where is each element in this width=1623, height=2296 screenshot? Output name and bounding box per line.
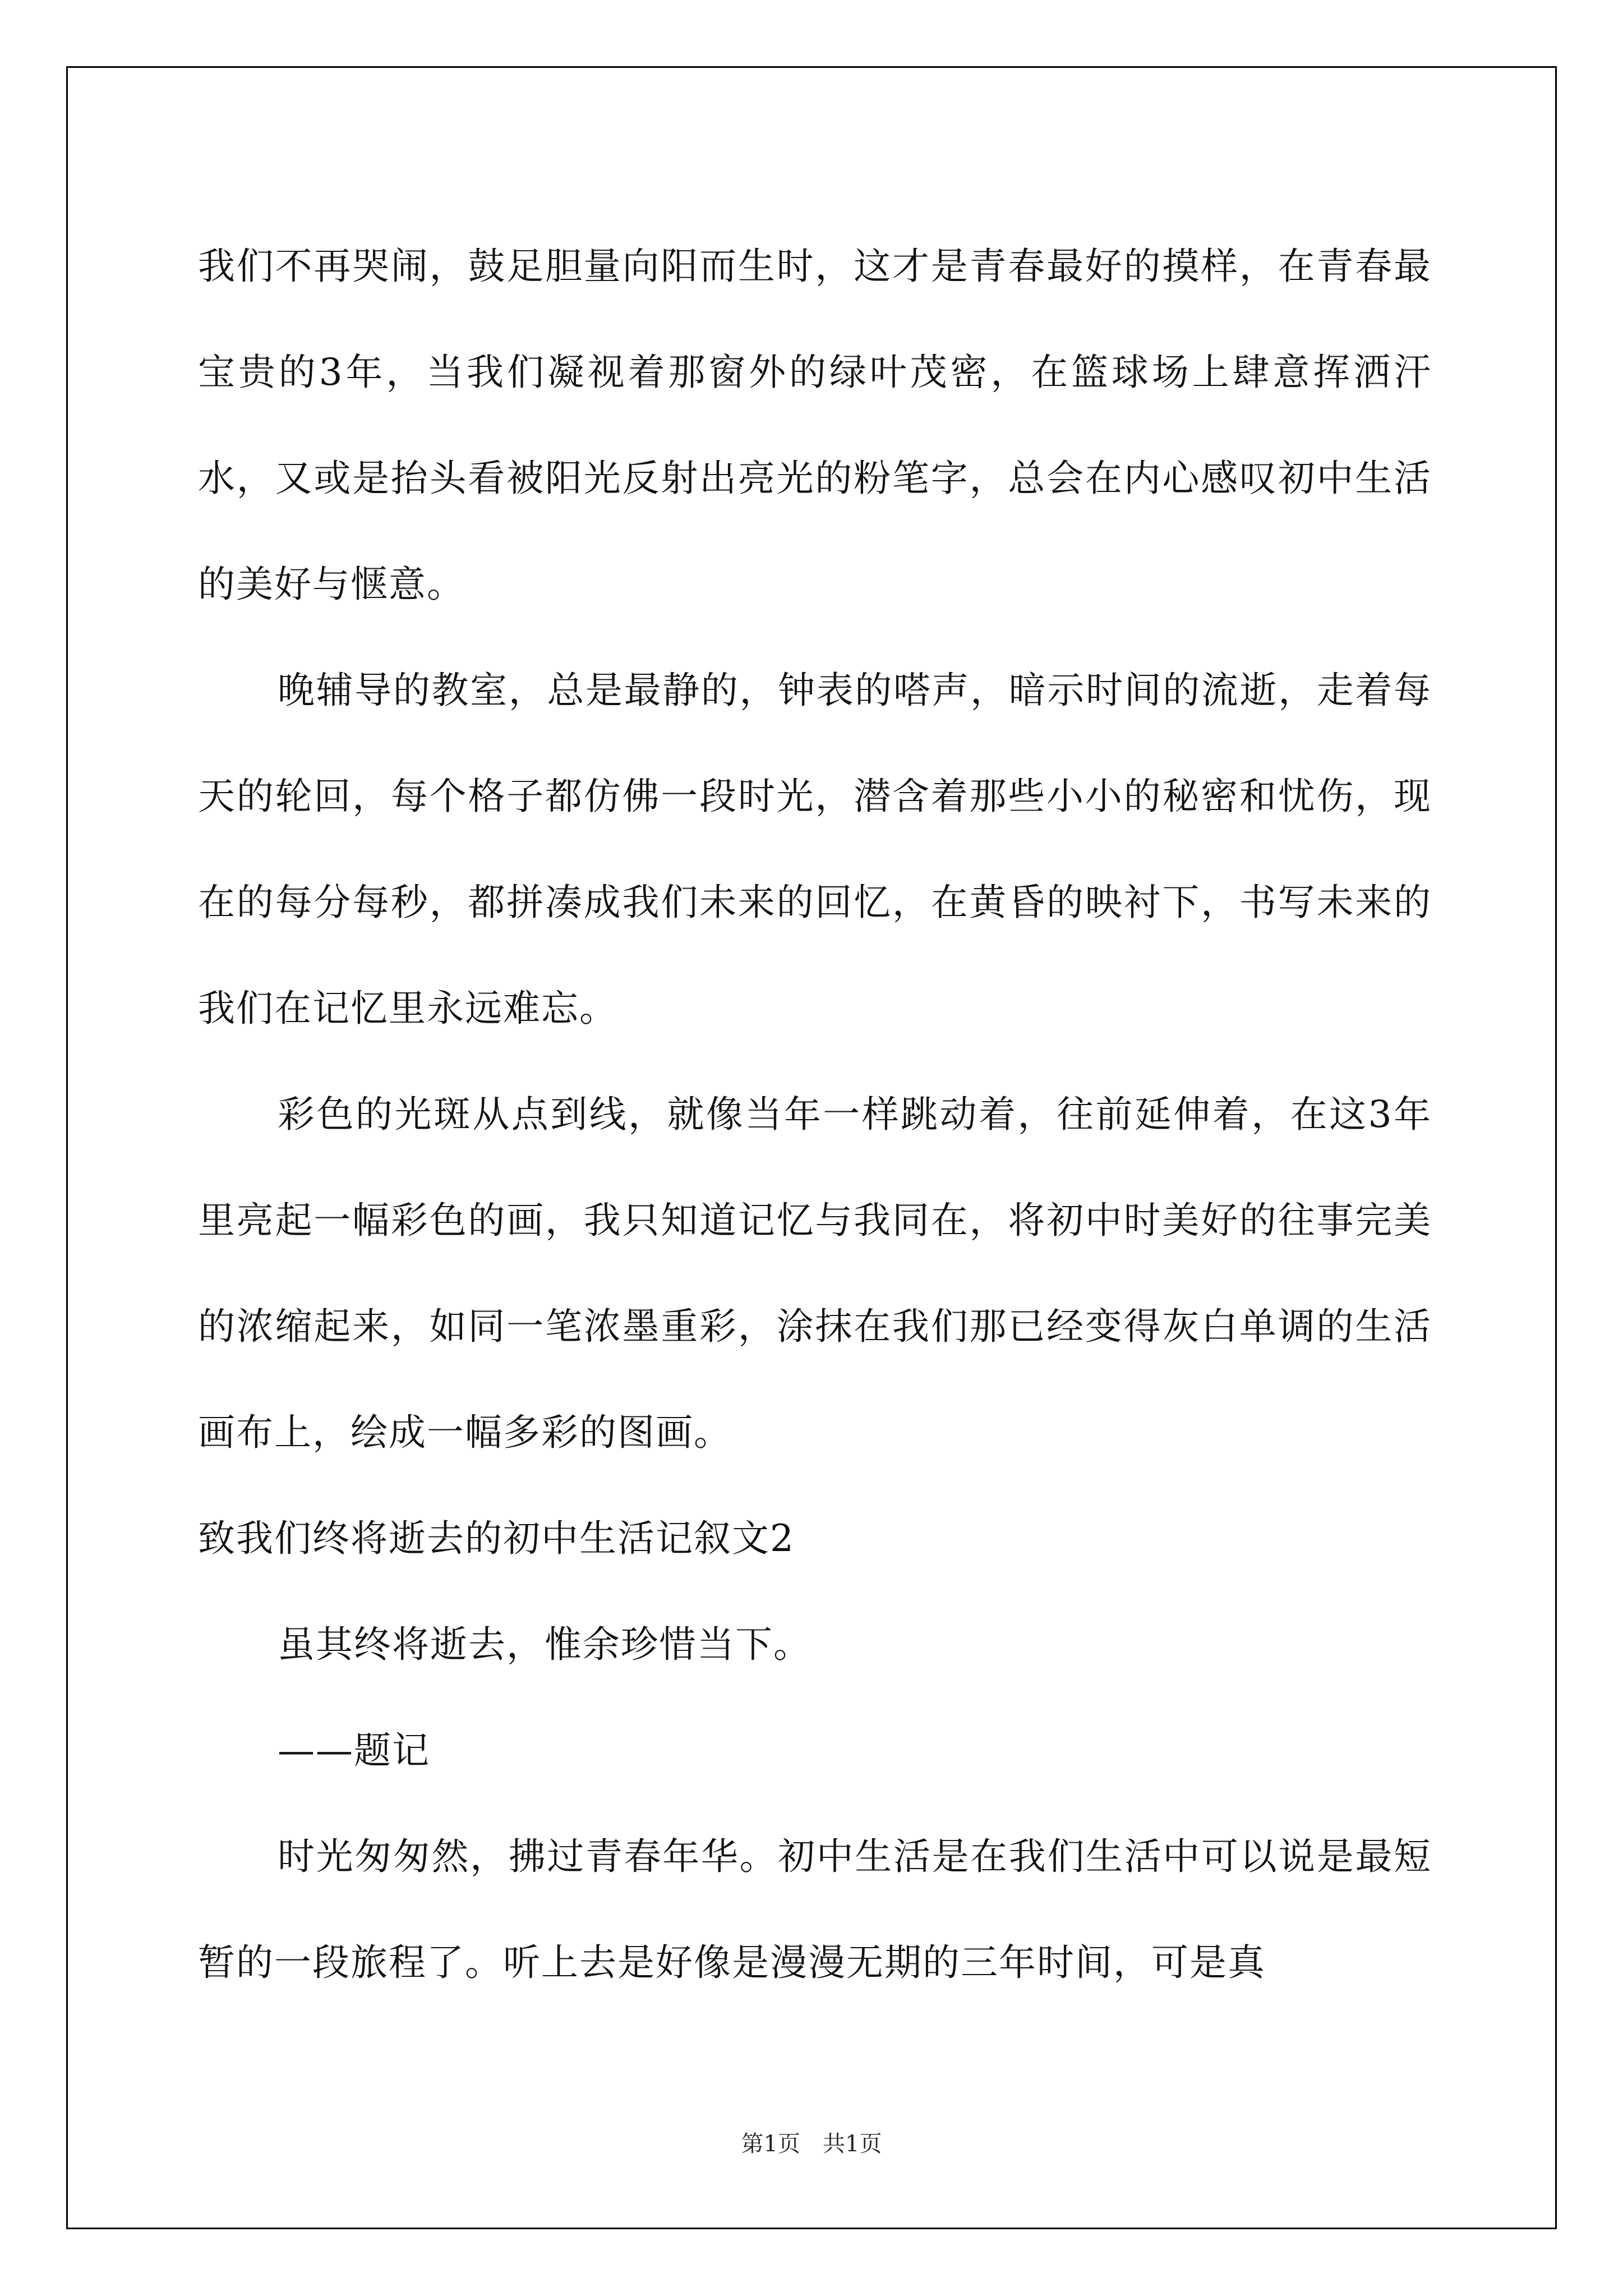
paragraph-2: 晚辅导的教室，总是最静的，钟表的嗒声，暗示时间的流逝，走着每天的轮回，每个格子都仿佛一段时光，潜含着那些小小的秘密和忧伤，现在的每分每秒，都拼凑成我们未来的回忆，在黄昏的映衬下，书写未来的我们在记忆里永远难忘。 <box>198 669 1432 1030</box>
paragraph-3: 彩色的光斑从点到线，就像当年一样跳动着，往前延伸着，在这3年里亮起一幅彩色的画，我只知道记忆与我同在，将初中时美好的往事完美的浓缩起来，如同一笔浓墨重彩，涂抹在我们那已经变得灰白单调的生活画布上，绘成一幅多彩的图画。 <box>198 1093 1432 1454</box>
section-heading: 致我们终将逝去的初中生活记叙文2 <box>198 1517 795 1560</box>
paragraph-1: 我们不再哭闹，鼓足胆量向阳而生时，这才是青春最好的摸样，在青春最宝贵的3年，当我们凝视着那窗外的绿叶茂密，在篮球场上肆意挥洒汗水，又或是抬头看被阳光反射出亮光的粉笔字，总会在内心感叹初中生活的美好与惬意。 <box>198 245 1432 606</box>
epigraph: 虽其终将逝去，惟余珍惜当下。 <box>278 1623 811 1666</box>
paragraph-4: 时光匆匆然，拂过青春年华。初中生活是在我们生活中可以说是最短暂的一段旅程了。听上去是好像是漫漫无期的三年时间，可是真 <box>198 1835 1432 1984</box>
epigraph-source: ——题记 <box>278 1729 430 1772</box>
page-footer: 第1页 共1页 <box>741 2131 882 2157</box>
document-body <box>198 213 1432 2016</box>
